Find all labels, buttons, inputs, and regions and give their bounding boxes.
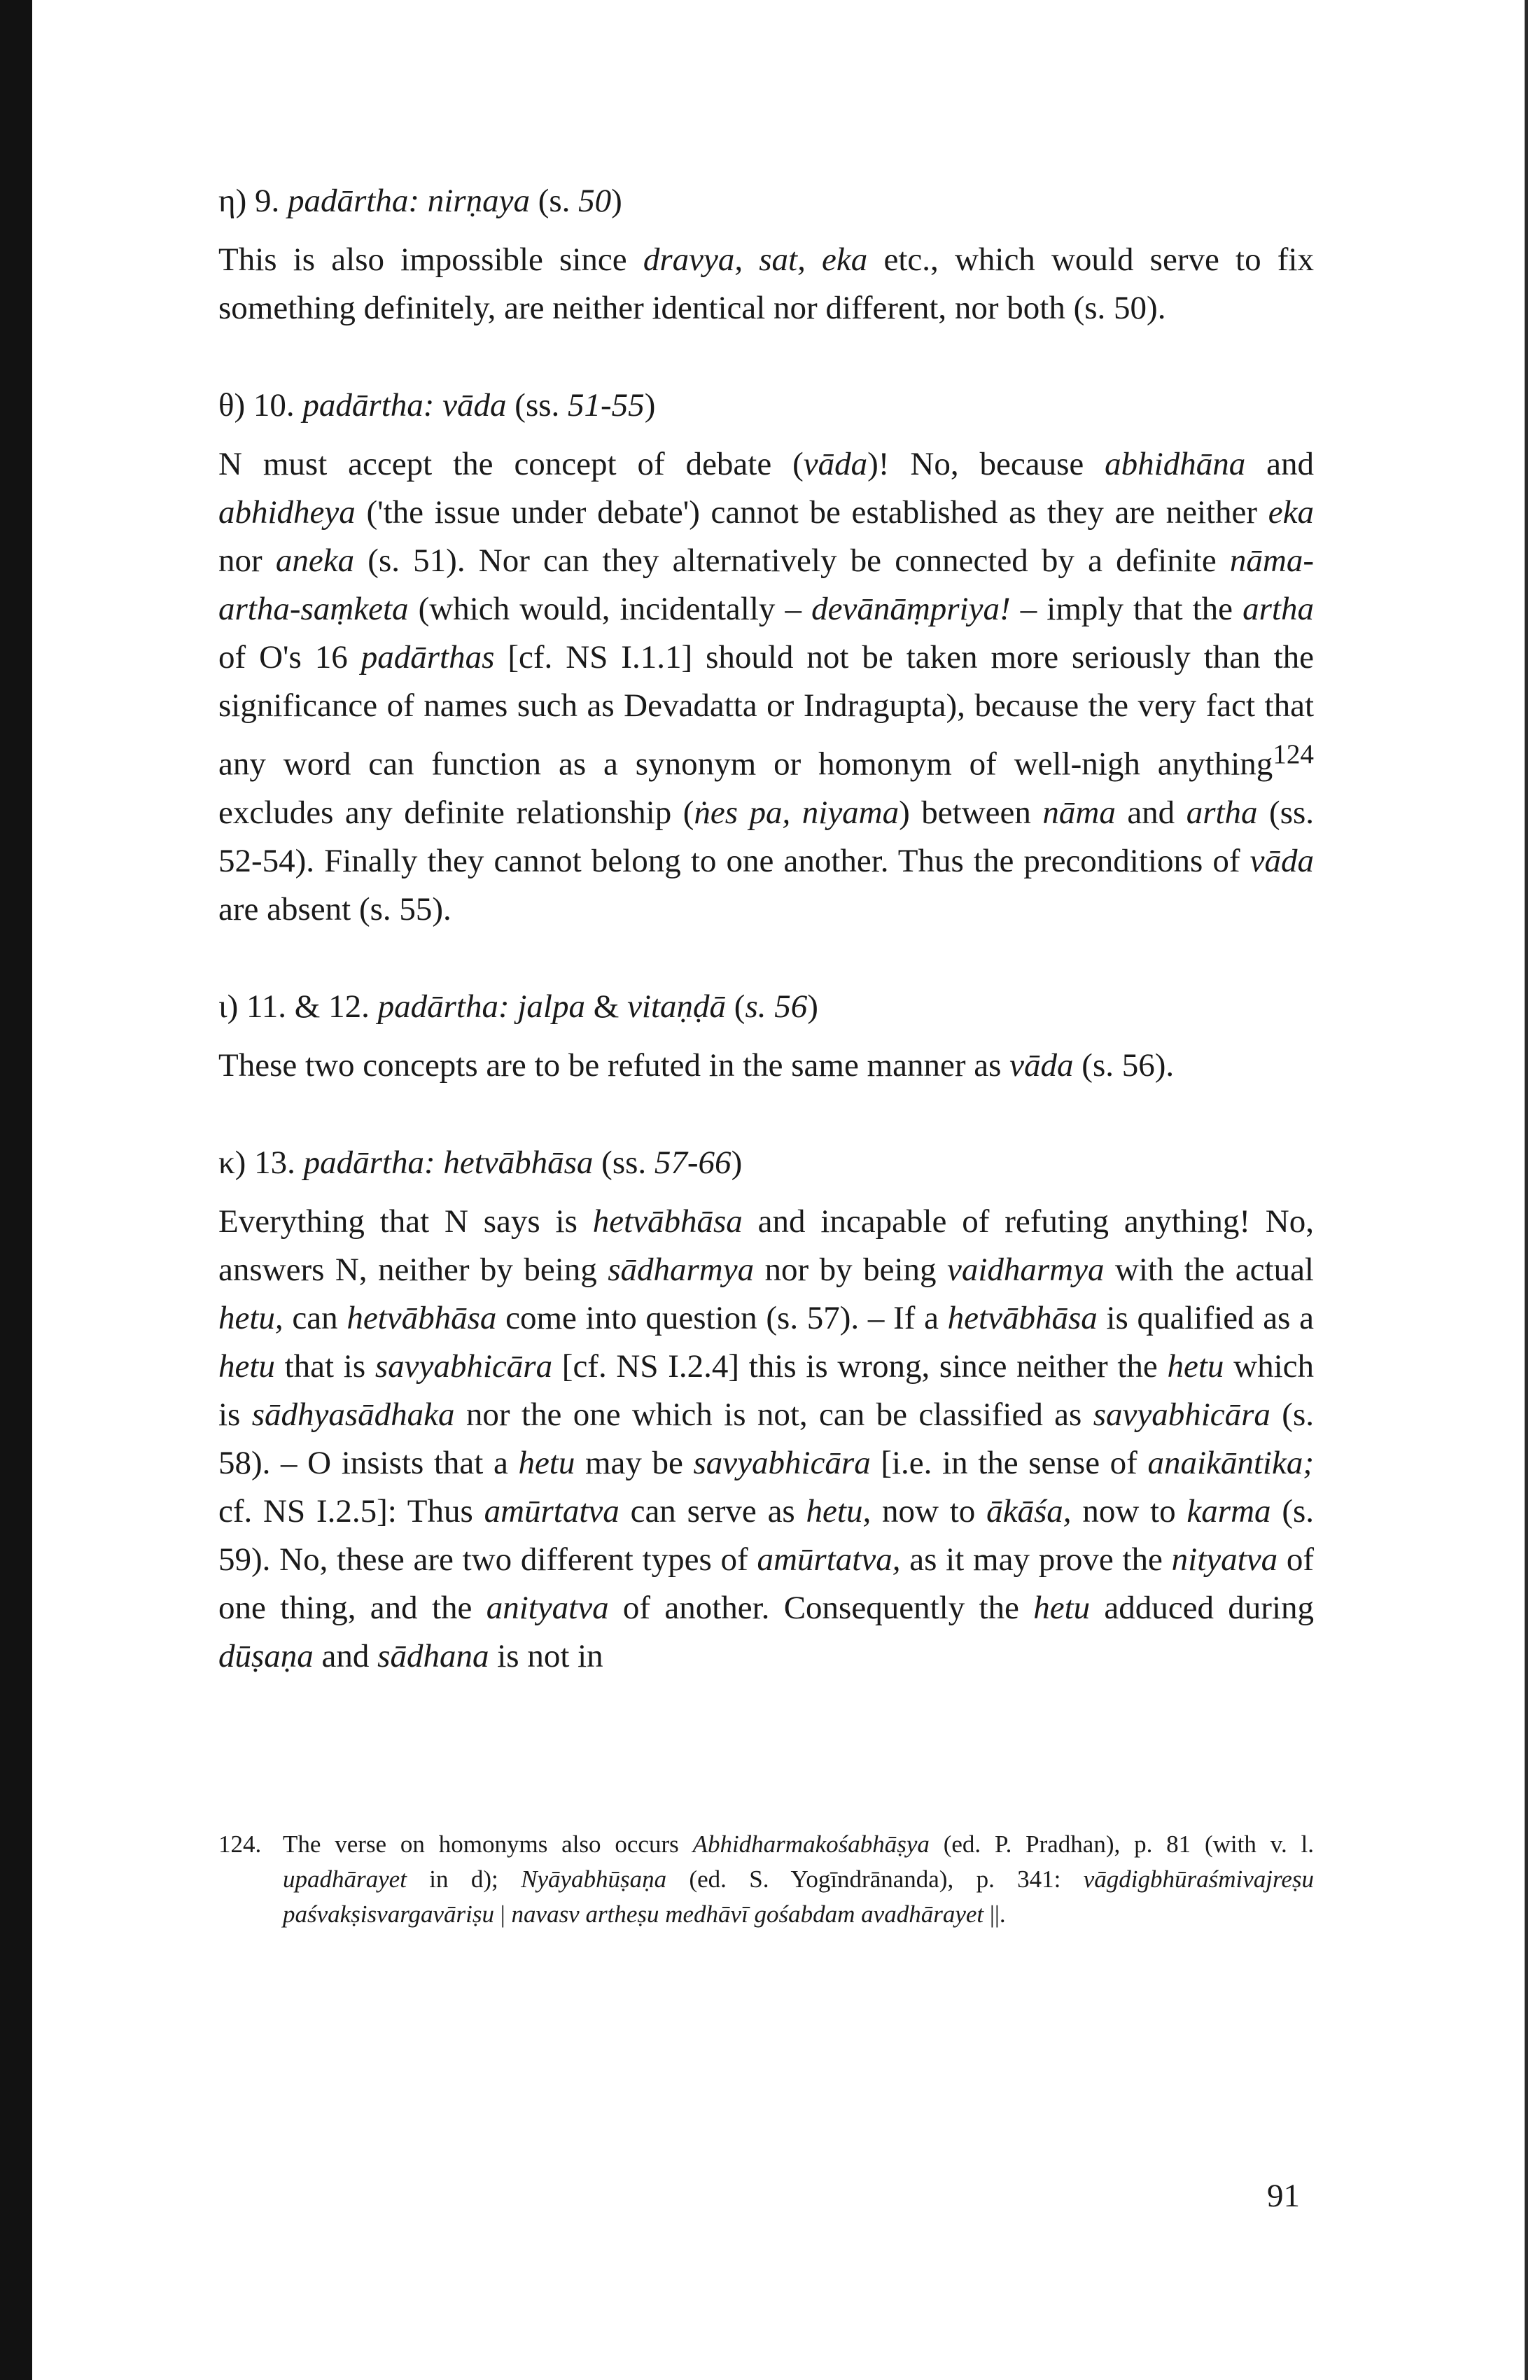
footnote-124 <box>218 1827 1314 1932</box>
section-body: These two concepts are to be refuted in the same manner as vāda (s. 56). <box>218 1046 1175 1084</box>
footnote-text: The verse on homonyms also occurs Abhidharmakośabhāṣya (ed. P. Pradhan), p. 81 (with v. l. upadhārayet in d); Nyāyabhūṣaṇa (ed. S. Yogīndrānanda), p. 341: vāgdigbhūraśmivajreṣu paśvakṣisvargavāriṣu | navasv artheṣu medhāvī gośabdam avadhārayet ||. <box>283 1830 1314 1928</box>
section-nirnaya <box>218 178 1314 332</box>
section-vada <box>218 383 1314 934</box>
main-text <box>218 178 1314 1681</box>
section-heading: ι) 11. & 12. padārtha: jalpa & vitaṇḍā (s. 56) <box>218 988 818 1025</box>
section-heading: θ) 10. padārtha: vāda (ss. 51-55) <box>218 387 656 424</box>
section-hetvabhasa <box>218 1140 1314 1681</box>
section-body: N must accept the concept of debate (vāda)! No, because abhidhāna and abhidheya ('the issue under debate') cannot be established as they are neither eka nor aneka (s. 51). Nor can they alternatively be connected by a definite nāma-artha-saṃketa (which would, incidentally – devānāṃpriya! – imply that the artha of O's 16 padārthas [cf. NS I.1.1] should not be taken more seriously than the significance of names such as Devadatta or Indragupta), because the very fact that any word can function as a synonym or homonym of well-nigh anything$^{124}$ excludes any definite relationship (ṅes pa, niyama) between nāma and artha (ss. 52-54). Finally they cannot belong to one another. Thus the preconditions of vāda are absent (s. 55). <box>218 446 1315 927</box>
page-number: 91 <box>1267 2178 1300 2214</box>
scan-right-edge <box>1525 0 1528 2380</box>
section-body: This is also impossible since dravya, sat, eka etc., which would serve to fix something definitely, are neither identical nor different, nor both (s. 50). <box>218 241 1314 326</box>
section-heading: η) 9. padārtha: nirṇaya (s. 50) <box>218 183 622 219</box>
section-jalpa-vitanda <box>218 984 1314 1090</box>
scan-left-edge <box>0 0 32 2380</box>
section-heading: κ) 13. padārtha: hetvābhāsa (ss. 57-66) <box>218 1144 743 1181</box>
footnote-number: 124. <box>218 1830 262 1858</box>
section-body: Everything that N says is hetvābhāsa and incapable of refuting anything! No, answers N, neither by being sādharmya nor by being vaidharmya with the actual hetu, can hetvābhāsa come into question (s. 57). – If a hetvābhāsa is qualified as a hetu that is savyabhicāra [cf. NS I.2.4] this is wrong, since neither the hetu which is sādhyasādhaka nor the one which is not, can be classified as savyabhicāra (s. 58). – O insists that a hetu may be savyabhicāra [i.e. in the sense of anaikāntika; cf. NS I.2.5]: Thus amūrtatva can serve as hetu, now to ākāśa, now to karma (s. 59). No, these are two different types of amūrtatva, as it may prove the nityatva of one thing, and the anityatva of another. Consequently the hetu adduced during dūṣaṇa and sādhana is not in <box>218 1203 1315 1674</box>
